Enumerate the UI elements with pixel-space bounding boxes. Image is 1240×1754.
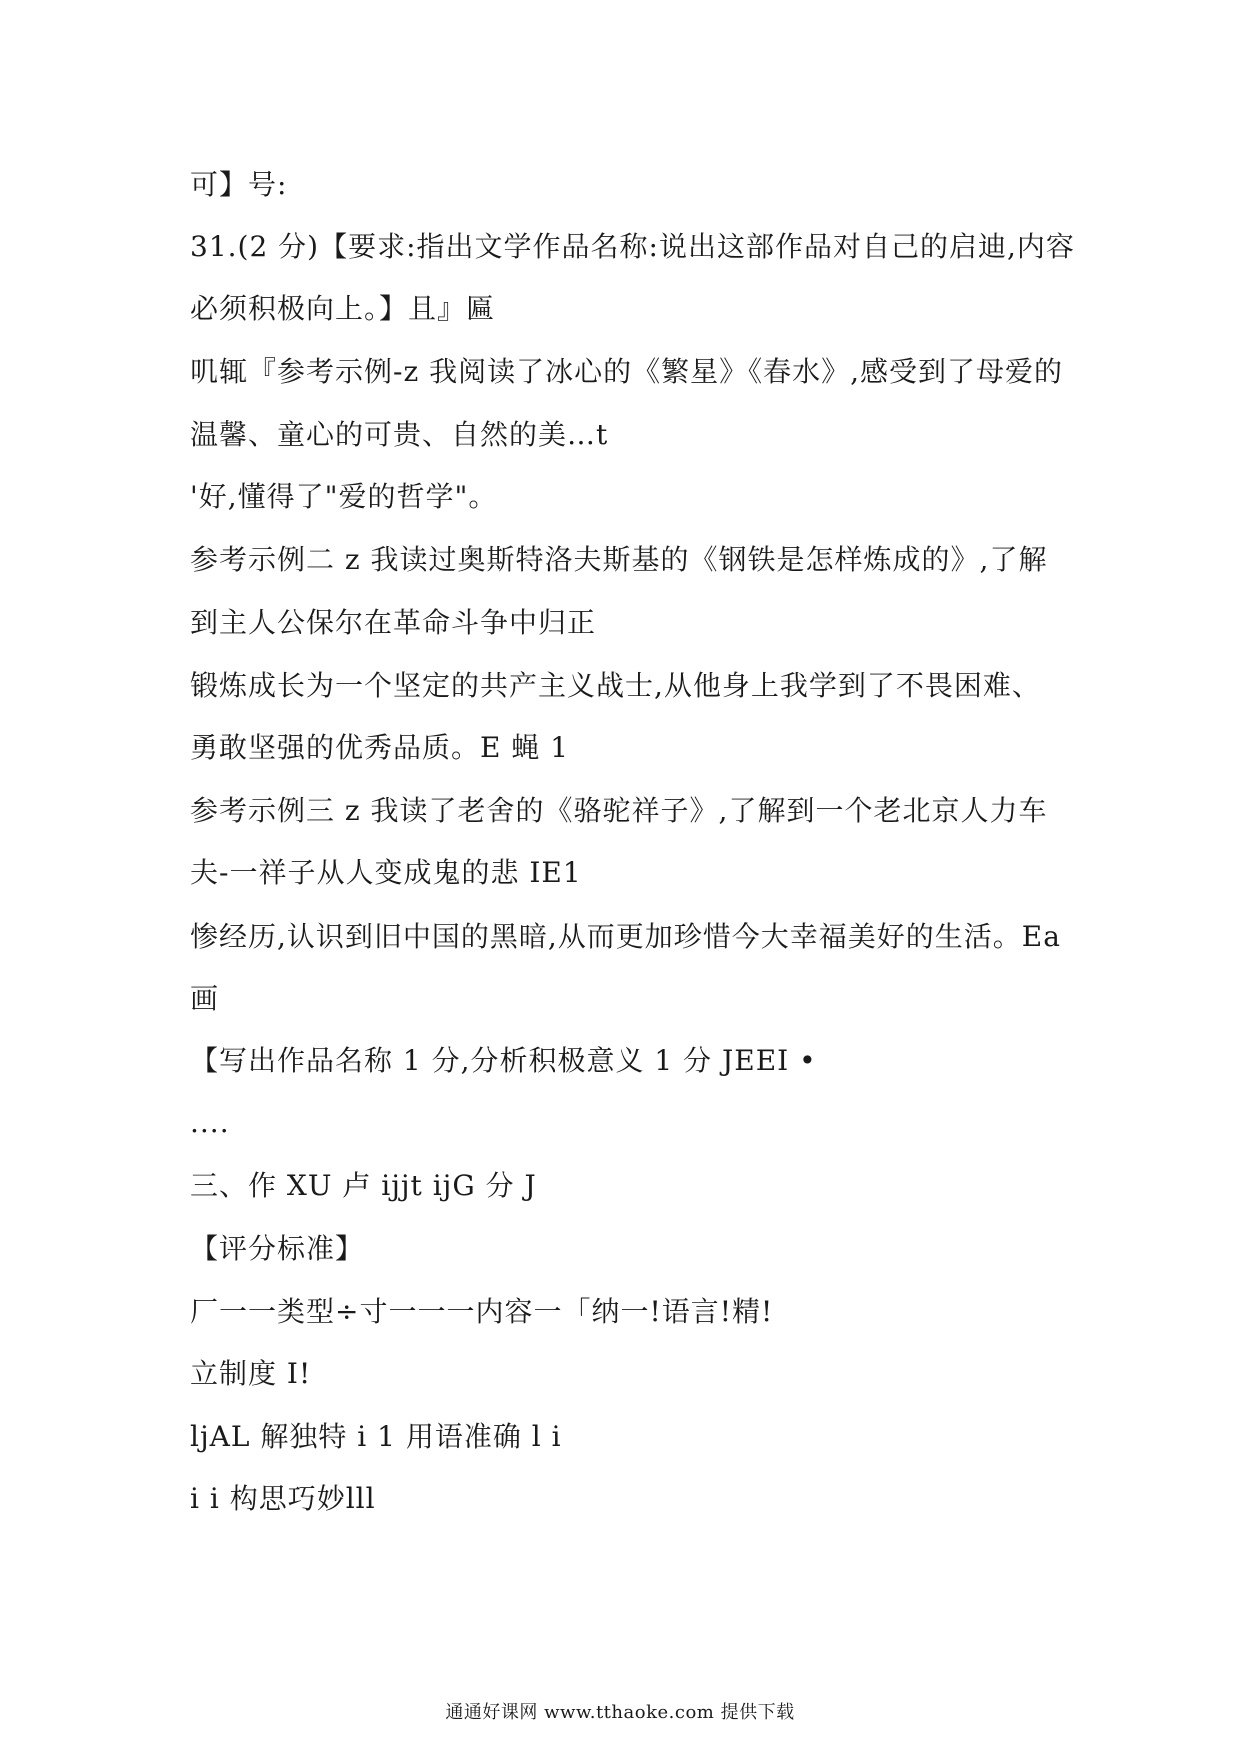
text-line: 画	[190, 982, 220, 1015]
text-line: ....	[190, 1106, 230, 1139]
text-line: 惨经历,认识到旧中国的黑暗,从而更加珍惜今大幸福美好的生活。Ea	[190, 920, 1061, 953]
scoring-note-line: 【写出作品名称 1 分,分析积极意义 1 分 JEEI •	[190, 1044, 817, 1077]
text-line: i i 构思巧妙lll	[190, 1482, 376, 1515]
example-1-line: 叽辄『参考示例-z 我阅读了冰心的《繁星》《春水》,感受到了母爱的	[190, 355, 1064, 388]
text-line: 夫-一祥子从人变成鬼的悲 IE1	[190, 856, 582, 889]
scoring-standard-heading: 【评分标准】	[190, 1232, 365, 1265]
text-line: 勇敢坚强的优秀品质。E 蝇 1	[190, 731, 570, 764]
question-31-heading: 31.(2 分)【要求:指出文学作品名称:说出这部作品对自己的启迪,内容	[190, 230, 1075, 263]
text-line: 必须积极向上。】且』匾	[190, 292, 496, 325]
page-footer: 通通好课网 www.tthaoke.com 提供下载	[445, 1702, 795, 1723]
example-3-line: 参考示例三 z 我读了老舍的《骆驼祥子》,了解到一个老北京人力车	[190, 794, 1048, 827]
text-line: '好,懂得了"爱的哲学"。	[190, 480, 498, 513]
text-line: 立制度 I!	[190, 1357, 312, 1390]
text-line: 到主人公保尔在革命斗争中归正	[190, 606, 597, 639]
text-line: 锻炼成长为一个坚定的共产主义战士,从他身上我学到了不畏困难、	[190, 669, 1041, 702]
text-line: 温馨、童心的可贵、自然的美…t	[190, 418, 609, 451]
section-3-heading: 三、作 XU 卢 ijjt ijG 分 J	[190, 1169, 537, 1202]
text-line: ljAL 解独特 i 1 用语准确 l i	[190, 1420, 562, 1453]
text-line: 可】号:	[190, 168, 288, 201]
example-2-line: 参考示例二 z 我读过奥斯特洛夫斯基的《钢铁是怎样炼成的》,了解	[190, 543, 1048, 576]
text-line: 厂一一类型÷寸一一一内容一「纳一!语言!精!	[190, 1295, 774, 1328]
